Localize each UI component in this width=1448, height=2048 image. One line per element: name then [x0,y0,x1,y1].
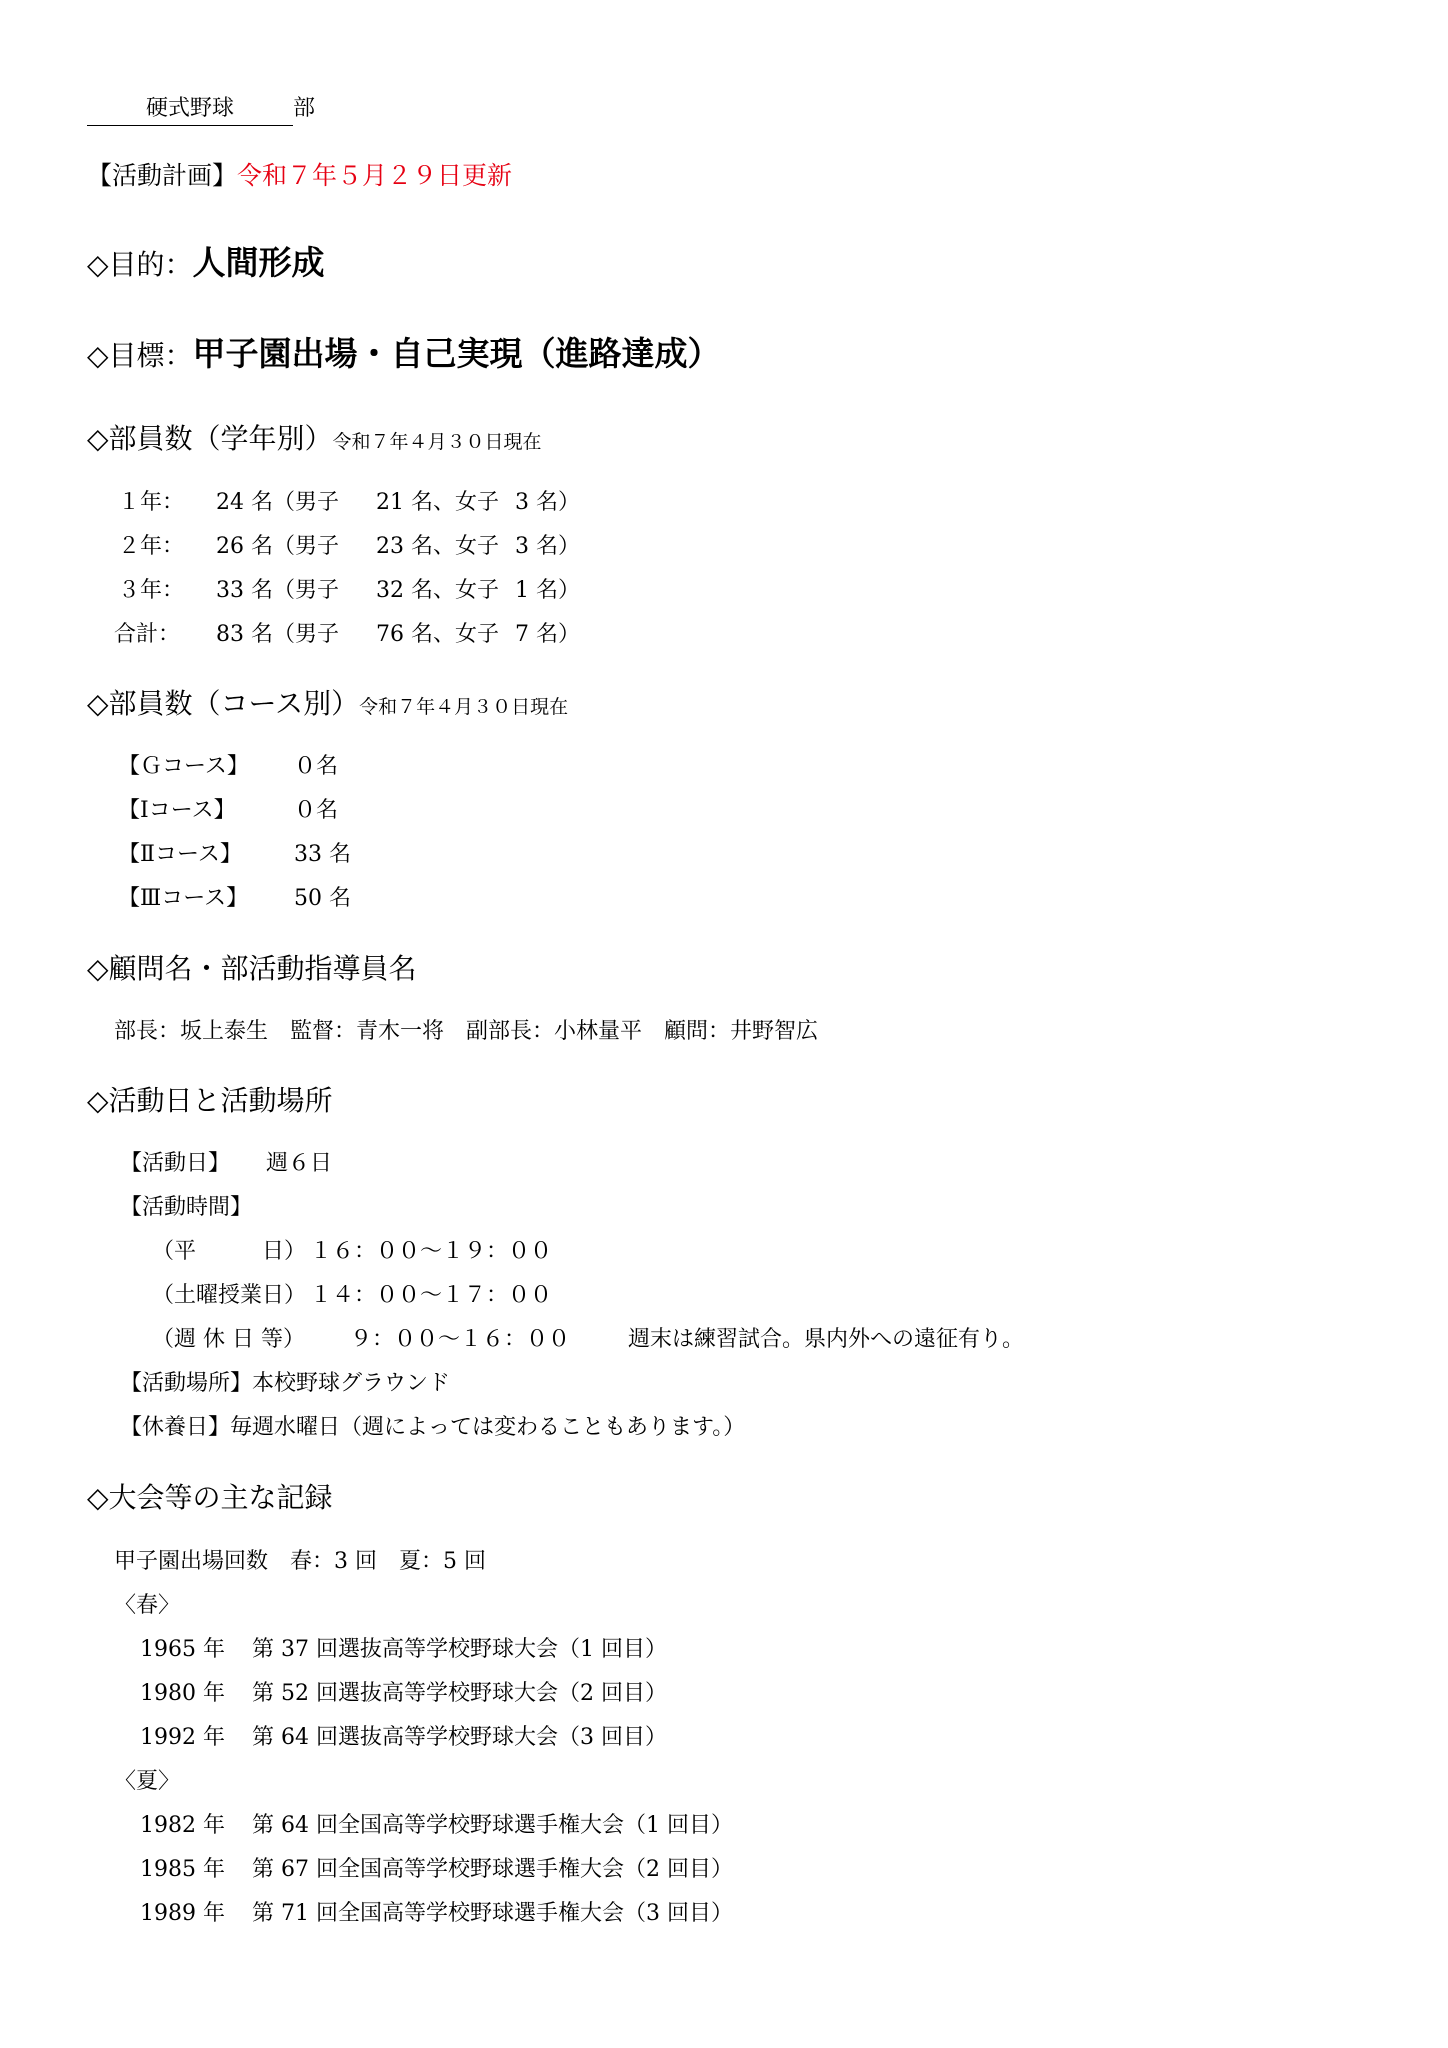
course-label: 【Ⅰコース】 [118,798,236,823]
time-label: （土曜授業日） [152,1283,307,1308]
record-year: 1965 年 [140,1637,225,1662]
records-spring-label: 〈春〉 [114,1593,181,1618]
grade-total: 33 名（男子 [216,578,339,603]
record-row [140,1727,667,1749]
course-row [118,756,338,778]
records-summary: 甲子園出場回数 春：3 回 夏：5 回 [114,1549,486,1574]
grade-male: 21 名、女子 [376,490,499,515]
grade-total: 26 名（男子 [216,534,339,559]
members-grade-title: ◇部員数（学年別） [87,422,333,455]
activity-days-value: 週６日 [266,1151,333,1176]
grade-male: 76 名、女子 [376,622,499,647]
record-event: 第 71 回全国高等学校野球選手権大会（3 回目） [252,1901,733,1926]
members-course-title: ◇部員数（コース別） [87,687,360,720]
grade-row [118,492,580,514]
grade-female: 3 名） [515,534,580,559]
activity-time-row [152,1329,1024,1351]
members-grade-as-of: 令和７年４月３０日現在 [332,431,542,453]
grade-label: ２年： [118,534,185,559]
grade-total: 24 名（男子 [216,490,339,515]
staff-line: 部長：坂上泰生 監督：青木一将 副部長：小林量平 顧問：井野智広 [114,1019,819,1044]
activity-time-row [152,1285,552,1307]
grade-row-total [114,624,580,646]
record-year: 1992 年 [140,1725,225,1750]
members-grade-heading [87,422,542,455]
record-row [140,1683,667,1705]
record-row [140,1859,733,1881]
time-label: （平 日） [152,1239,307,1264]
activity-place: 【活動場所】本校野球グラウンド [120,1371,451,1396]
grade-label: １年： [118,490,185,515]
course-count: 33 名 [294,842,351,867]
plan-updated-date: 令和７年５月２９日更新 [237,161,513,190]
time-value: １４：００～１７：００ [310,1283,553,1308]
record-row [140,1639,667,1661]
purpose-line [87,243,325,282]
grade-female: 7 名） [515,622,580,647]
record-event: 第 67 回全国高等学校野球選手権大会（2 回目） [252,1857,733,1882]
goal-line [87,334,721,373]
course-count: ０名 [294,754,339,779]
activity-rest: 【休養日】毎週水曜日（週によっては変わることもあります。） [120,1415,746,1440]
record-row [140,1815,733,1837]
course-row [118,800,338,822]
members-course-heading [87,687,569,720]
activity-days-label: 【活動日】 [120,1151,231,1176]
record-year: 1989 年 [140,1901,225,1926]
course-label: 【Ｇコース】 [118,754,249,779]
record-event: 第 64 回全国高等学校野球選手権大会（1 回目） [252,1813,733,1838]
activity-days [120,1153,332,1175]
time-note: 週末は練習試合。県内外への遠征有り。 [628,1327,1025,1352]
time-value: １６：００～１９：００ [310,1239,553,1264]
records-summer-label: 〈夏〉 [114,1769,181,1794]
course-row [118,844,351,866]
grade-female: 1 名） [515,578,580,603]
grade-female: 3 名） [515,490,580,515]
purpose-value: 人間形成 [192,243,325,282]
goal-label: ◇目標： [87,339,193,372]
goal-value: 甲子園出場・自己実現（進路達成） [192,334,721,373]
purpose-label: ◇目的： [87,248,193,281]
staff-heading: ◇顧問名・部活動指導員名 [87,952,417,985]
course-row [118,888,351,910]
club-title [87,98,315,126]
grade-row [118,536,580,558]
record-event: 第 64 回選抜高等学校野球大会（3 回目） [252,1725,667,1750]
record-year: 1982 年 [140,1813,225,1838]
record-event: 第 52 回選抜高等学校野球大会（2 回目） [252,1681,667,1706]
course-count: ０名 [294,798,339,823]
record-row [140,1903,733,1925]
plan-label: 【活動計画】 [87,161,238,190]
activity-time-row [152,1241,552,1263]
club-name: 硬式野球 [87,98,293,126]
course-label: 【Ⅱコース】 [118,842,242,867]
activity-heading: ◇活動日と活動場所 [87,1084,333,1117]
grade-row [118,580,580,602]
grade-male: 23 名、女子 [376,534,499,559]
plan-line [87,163,512,188]
record-year: 1985 年 [140,1857,225,1882]
record-year: 1980 年 [140,1681,225,1706]
course-count: 50 名 [294,886,351,911]
activity-time-label: 【活動時間】 [120,1195,253,1220]
records-heading: ◇大会等の主な記録 [87,1481,333,1514]
time-label: （週 休 日 等） [152,1327,305,1352]
time-value: ９：００～１６：００ [350,1327,571,1352]
grade-total: 83 名（男子 [216,622,339,647]
course-label: 【Ⅲコース】 [118,886,249,911]
record-event: 第 37 回選抜高等学校野球大会（1 回目） [252,1637,667,1662]
grade-label: 合計： [114,622,181,647]
club-suffix: 部 [293,96,316,121]
members-course-as-of: 令和７年４月３０日現在 [359,696,569,718]
grade-male: 32 名、女子 [376,578,499,603]
grade-label: ３年： [118,578,185,603]
